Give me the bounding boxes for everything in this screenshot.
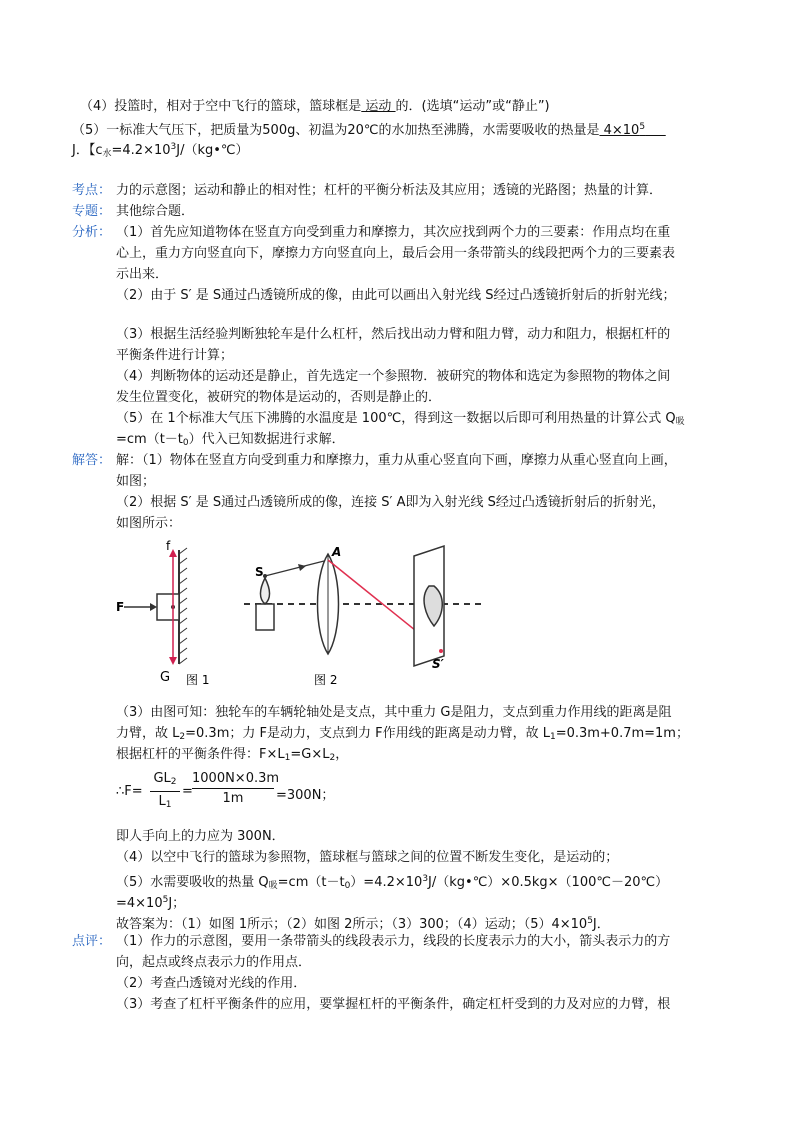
fenxi-line-2: 心上，重力方向竖直向下，摩擦力方向竖直向上，最后会用一条带箭头的线段把两个力的三要素表 (116, 246, 676, 261)
fraction-2: $\frac{1000N\times 0.3m}{1m}$ (192, 771, 280, 806)
jieda-line-11: $=4\times 10^5J$； (116, 895, 186, 911)
formula-lead: ∴F= (116, 784, 143, 799)
question-5-line2: J．【$c_水=4.2\times 10^3J/(kg•℃)$ (72, 142, 249, 159)
jieda-line-8: 即人手向上的力应为 300N． (116, 829, 285, 844)
point-S-prime (439, 649, 443, 653)
gravity-arrowhead (169, 657, 177, 665)
dianping-label: 点评： (72, 934, 112, 949)
jieda-line-10: （5）水需要吸收的热量 $Q_吸=cm(t-t_0)=4.2\times 10^3J/(kg•℃)\times 0.5kg\times(100℃-20℃)$ (116, 874, 669, 891)
jieda-line-7: 根据杠杆的平衡条件得：$F\times L_1=G\times L_2$， (116, 747, 349, 763)
formula-equals: = (182, 784, 193, 799)
wall-hatching (179, 548, 187, 664)
label-f: f (166, 539, 171, 553)
fraction-1: $\frac{GL_2}{L_1}$ (150, 770, 180, 815)
force-F-arrowhead (150, 603, 157, 611)
figure-1-caption: 图 1 (186, 673, 210, 687)
question-5: （5）一标准大气压下，把质量为500g、初温为20℃的水加热至沸腾，水需要吸收的热量是 $4\times 10^5$ (72, 122, 646, 138)
zhuanti-text: 其他综合题． (116, 204, 195, 219)
fenxi-line-1: （1）首先应知道物体在竖直方向受到重力和摩擦力，其次应找到两个力的三要素：作用点均在重 (116, 225, 671, 240)
label-S: S (255, 565, 264, 579)
jieda-line-1: 解：（1）物体在竖直方向受到重力和摩擦力，重力从重心竖直向下画，摩擦力从重心竖直向上画， (116, 453, 677, 468)
candle-flame (260, 578, 269, 604)
label-G: G (160, 670, 171, 685)
incident-ray-arrowhead (298, 564, 306, 571)
jieda-line-2: 如图； (116, 474, 156, 489)
fenxi-line-5: （3）根据生活经验判断独轮车是什么杠杆，然后找出动力臂和阻力臂，动力和阻力，根据杠杆的 (116, 327, 671, 342)
dianping-line-4: （3）考查了杠杆平衡条件的应用，要掌握杠杆的平衡条件，确定杠杆受到的力及对应的力臂，根 (116, 997, 671, 1012)
jieda-line-6: 力臂，故 $L_2=0.3m$；力 F是动力，支点到力 F作用线的距离是动力臂，故 $L_1=0.3m+0.7m=1m$； (116, 726, 689, 742)
fenxi-line-10: $=cm(t-t_0)$代入已知数据进行求解． (116, 432, 345, 448)
fenxi-line-6: 平衡条件进行计算； (116, 348, 234, 363)
figure-2 (244, 545, 486, 687)
jieda-answer-summary: 故答案为：（1）如图 1所示；（2）如图 2所示；（3）300；（4）运动；$(5)4\times 10^5J$． (116, 916, 610, 932)
question-4: （4）投篮时，相对于空中飞行的篮球，篮球框是 运动 的．(选填“运动”或“静止”) (80, 99, 550, 114)
fenxi-line-4: （2）由于 S′ 是 S通过凸透镜所成的像，由此可以画出入射光线 S经过凸透镜折射后的折射光线； (116, 288, 676, 303)
kaodian-label: 考点： (72, 183, 112, 198)
fenxi-line-7: （4）判断物体的运动还是静止，首先选定一个参照物．被研究的物体和选定为参照物的物体之间 (116, 369, 671, 384)
label-A: A (332, 545, 342, 559)
dianping-line-1: （1）作力的示意图，要用一条带箭头的线段表示力，线段的长度表示力的大小，箭头表示力的方 (116, 934, 671, 949)
incident-ray (265, 560, 328, 576)
block (157, 594, 179, 620)
kaodian-text: 力的示意图；运动和静止的相对性；杠杆的平衡分析法及其应用；透镜的光路图；热量的计算． (116, 183, 663, 198)
lever-formula (116, 770, 416, 816)
fenxi-line-8: 发生位置变化，被研究的物体是运动的，否则是静止的． (116, 390, 442, 405)
formula-result: =300N； (276, 788, 335, 803)
label-F: F (116, 600, 125, 614)
dianping-line-2: 向，起点或终点表示力的作用点． (116, 955, 312, 970)
zhuanti-label: 专题： (72, 204, 112, 219)
jieda-line-9: （4）以空中飞行的篮球为参照物，篮球框与篮球之间的位置不断发生变化，是运动的； (116, 850, 619, 865)
jieda-line-3: （2）根据 S′ 是 S通过凸透镜所成的像，连接 S′ A即为入射光线 S经过凸透镜折射后的折射光， (116, 495, 665, 510)
candle (256, 604, 274, 630)
dianping-line-3: （2）考查凸透镜对光线的作用． (116, 976, 307, 991)
jieda-line-5: （3）由图可知：独轮车的车辆轮轴处是支点，其中重力 G是阻力，支点到重力作用线的距离是阻 (116, 705, 672, 720)
figure-2-caption: 图 2 (314, 673, 338, 687)
fenxi-line-9: （5）在 1个标准大气压下沸腾的水温度是 100℃，得到这一数据以后即可利用热量的计算公式 $Q_吸$ (116, 411, 685, 427)
fenxi-label: 分析： (72, 225, 112, 240)
label-S-prime: S′ (432, 657, 444, 671)
physics-figure (114, 536, 494, 692)
fenxi-line-3: 示出来． (116, 267, 169, 282)
figure-1 (116, 539, 209, 687)
jieda-line-4: 如图所示： (116, 516, 182, 531)
jieda-label: 解答： (72, 453, 112, 468)
